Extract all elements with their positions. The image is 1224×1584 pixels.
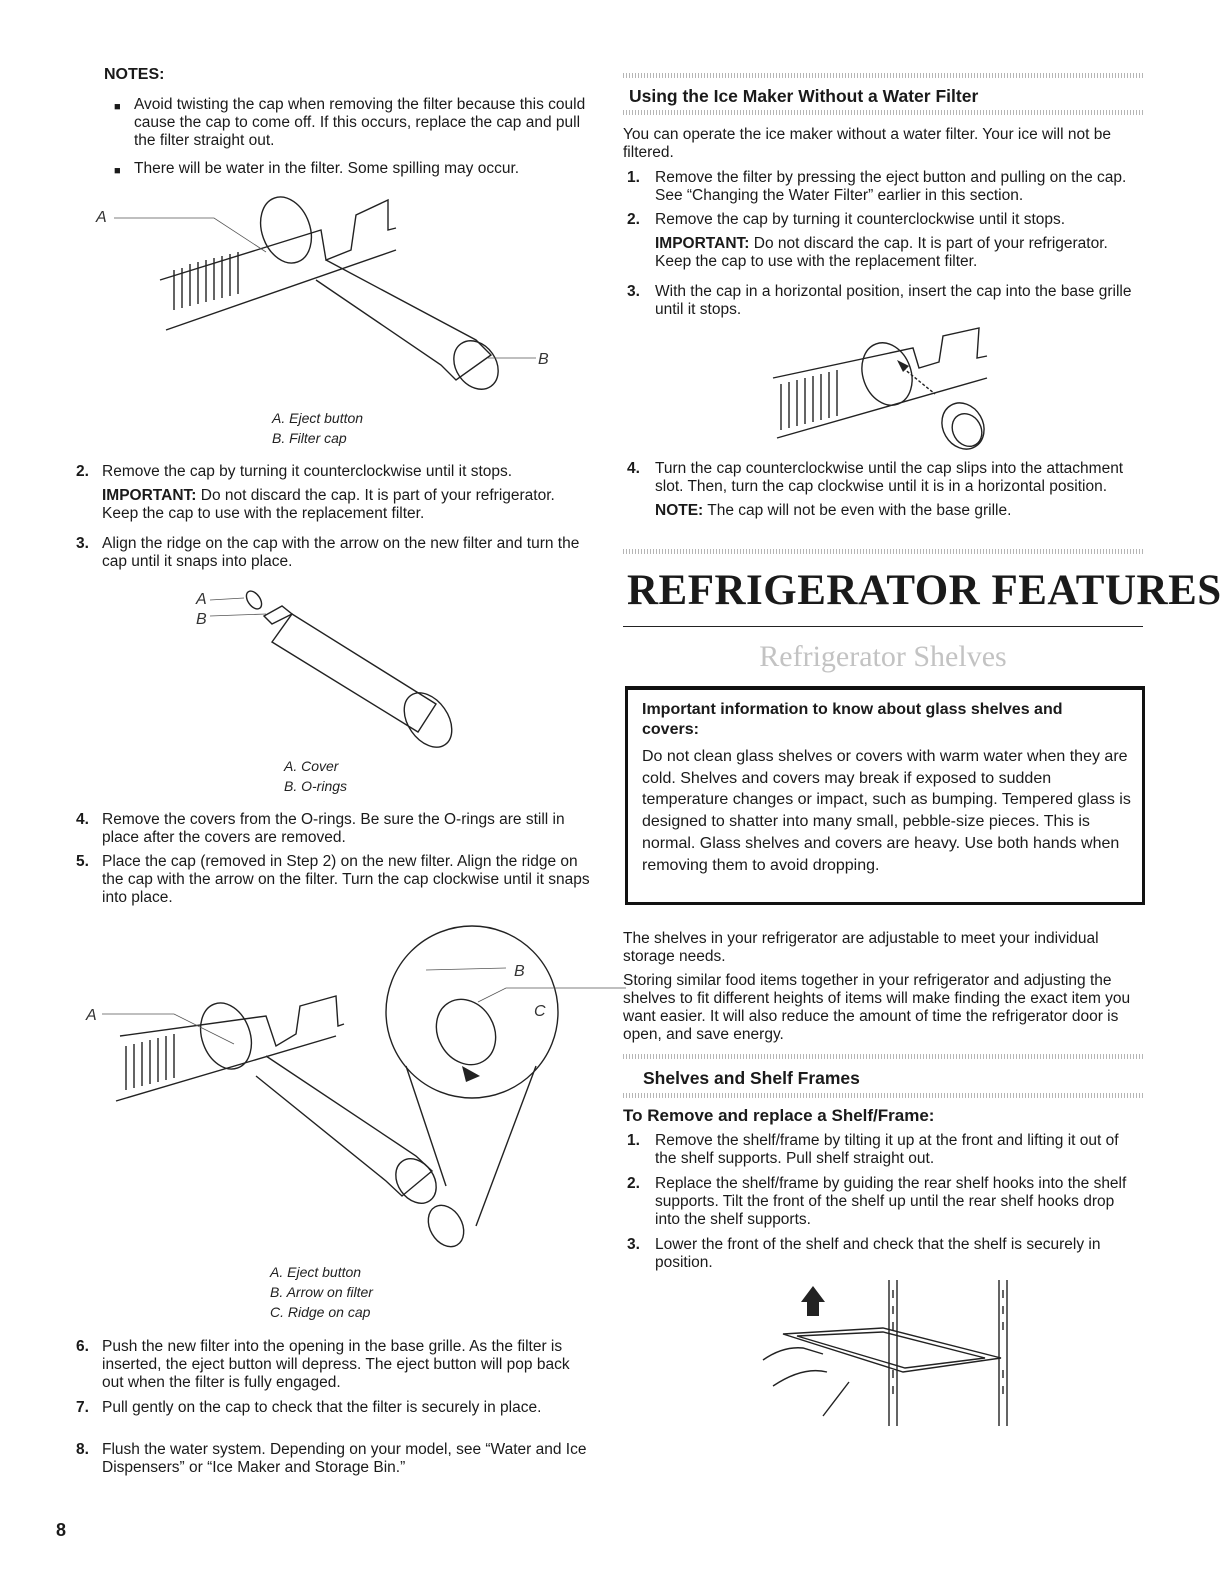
- section-divider: [623, 110, 1143, 115]
- section-heading: Shelves and Shelf Frames: [643, 1068, 860, 1088]
- important-note: [102, 487, 592, 523]
- paragraph: The shelves in your refrigerator are adjustable to meet your individual storage needs.: [623, 930, 1099, 965]
- notes-heading: NOTES:: [104, 66, 165, 83]
- step-text: Align the ridge on the cap with the arrow on the new filter and turn the cap until it snaps into place.: [102, 535, 580, 570]
- callout-b-label: B: [538, 351, 549, 368]
- section-divider: [623, 549, 1143, 554]
- cap-insert-illustration: [763, 328, 1003, 458]
- section-divider: [623, 73, 1143, 78]
- procedure-heading: To Remove and replace a Shelf/Frame:: [623, 1106, 935, 1125]
- important-note: [655, 235, 1143, 271]
- shelf-removal-illustration: [763, 1276, 1023, 1426]
- step-number: 3.: [627, 1236, 640, 1253]
- step-text: [102, 463, 592, 523]
- step-number: 3.: [76, 535, 89, 552]
- warning-body: Do not clean glass shelves or covers with warm water when they are cold. Shelves and covers may break if exposed to sudden temperature changes or impact, such as bumping. Tempered glass is designed to shatter into many small, pebble-size pieces. This is normal. Glass shelves and covers are heavy. Use both hands when removing them to avoid dropping.: [642, 748, 1131, 874]
- section-divider: [623, 1054, 1143, 1059]
- warning-box: [625, 686, 1145, 905]
- step-text: Flush the water system. Depending on your model, see “Water and Ice Dispensers” or “Ice Maker and Storage Bin.”: [102, 1441, 587, 1476]
- callout-a-label: A: [86, 1007, 97, 1024]
- callout-b-label: B: [514, 963, 525, 980]
- step-text: [655, 211, 1143, 271]
- step-text: Place the cap (removed in Step 2) on the new filter. Align the ridge on the cap with the arrow on the filter. Turn the cap clockwise until it snaps into place.: [102, 853, 590, 906]
- new-filter-illustration: [196, 584, 476, 764]
- caption-line: C. Ridge on cap: [270, 1304, 371, 1320]
- step-text: Remove the filter by pressing the eject button and pulling on the cap. See “Changing the Water Filter” earlier in this section.: [655, 169, 1127, 204]
- note-item: [114, 160, 604, 178]
- note-line: [655, 502, 1143, 520]
- step-text-line: Turn the cap counterclockwise until the cap slips into the attachment slot. Then, turn the cap clockwise until it is in a horizontal position.: [655, 460, 1124, 495]
- note-item: [114, 96, 604, 150]
- step-number: 1.: [627, 169, 640, 186]
- step-number: 8.: [76, 1441, 89, 1458]
- caption-line: A. Eject button: [272, 410, 364, 426]
- step-text: Remove the shelf/frame by tilting it up at the front and lifting it out of the shelf supports. Pull shelf straight out.: [655, 1132, 1119, 1167]
- step-text: Remove the covers from the O-rings. Be sure the O-rings are still in place after the covers are removed.: [102, 811, 565, 846]
- figure-caption: [272, 408, 363, 448]
- step-text: [655, 460, 1143, 520]
- main-title: REFRIGERATOR FEATURES: [627, 567, 1222, 614]
- important-label: IMPORTANT:: [102, 487, 197, 504]
- section-heading: Using the Ice Maker Without a Water Filter: [629, 86, 979, 106]
- step-number: 7.: [76, 1399, 89, 1416]
- step-number: 2.: [627, 1175, 640, 1192]
- step-text: Pull gently on the cap to check that the filter is securely in place.: [102, 1399, 542, 1416]
- callout-a-label: A: [96, 209, 107, 226]
- step-number: 2.: [76, 463, 89, 480]
- filter-eject-illustration: [96, 190, 576, 400]
- callout-c-label: C: [534, 1003, 546, 1020]
- paragraph: Storing similar food items together in your refrigerator and adjusting the shelves to fit different heights of items will make finding the exact item you want easier. It will also reduce the amount of time the refrigerator door is open, and save energy.: [623, 972, 1131, 1043]
- step-number: 3.: [627, 283, 640, 300]
- important-text: Do not discard the cap. It is part of your refrigerator. Keep the cap to use with the replacement filter.: [655, 235, 1108, 270]
- figure-caption: [270, 1262, 373, 1322]
- step-text: Lower the front of the shelf and check that the shelf is securely in position.: [655, 1236, 1101, 1271]
- caption-line: A. Cover: [284, 758, 339, 774]
- section-divider: [623, 1093, 1143, 1098]
- caption-line: B. Filter cap: [272, 430, 347, 446]
- step-text: Push the new filter into the opening in the base grille. As the filter is inserted, the eject button will depress. The eject button will pop back out when the filter is fully engaged.: [102, 1338, 570, 1391]
- callout-b-label: B: [196, 611, 207, 628]
- step-text-line: Remove the cap by turning it counterclockwise until it stops.: [655, 211, 1066, 228]
- step-text: With the cap in a horizontal position, insert the cap into the base grille until it stops.: [655, 283, 1132, 318]
- important-text: Do not discard the cap. It is part of your refrigerator. Keep the cap to use with the replacement filter.: [102, 487, 555, 522]
- step-number: 2.: [627, 211, 640, 228]
- note-text: The cap will not be even with the base grille.: [703, 502, 1012, 519]
- warning-heading: Important information to know about glass shelves and covers:: [642, 701, 1063, 738]
- step-number: 1.: [627, 1132, 640, 1149]
- step-text-line: Remove the cap by turning it counterclockwise until it stops.: [102, 463, 513, 480]
- bullet-icon: ■: [114, 101, 121, 113]
- note-text: There will be water in the filter. Some spilling may occur.: [134, 160, 520, 177]
- page-number: 8: [56, 1520, 67, 1540]
- intro-text: You can operate the ice maker without a water filter. Your ice will not be filtered.: [623, 126, 1111, 161]
- filter-install-illustration: [86, 926, 576, 1261]
- callout-a-label: A: [196, 591, 207, 608]
- title-rule: [623, 626, 1143, 627]
- step-number: 6.: [76, 1338, 89, 1355]
- up-arrow-icon: [801, 1286, 825, 1316]
- note-label: NOTE:: [655, 502, 704, 519]
- step-number: 4.: [76, 811, 89, 828]
- caption-line: B. O-rings: [284, 778, 348, 794]
- figure-caption: [284, 756, 347, 796]
- note-text: Avoid twisting the cap when removing the filter because this could cause the cap to come off. If this occurs, replace the cap and pull the filter straight out.: [134, 96, 586, 149]
- caption-line: B. Arrow on filter: [270, 1284, 373, 1300]
- important-label: IMPORTANT:: [655, 235, 750, 252]
- step-number: 4.: [627, 460, 640, 477]
- sub-title: Refrigerator Shelves: [759, 640, 1007, 673]
- caption-line: A. Eject button: [270, 1264, 362, 1280]
- step-text: Replace the shelf/frame by guiding the rear shelf hooks into the shelf supports. Tilt the front of the shelf up until the rear shelf hooks drop into the shelf supports.: [655, 1175, 1127, 1228]
- bullet-icon: ■: [114, 165, 121, 177]
- step-number: 5.: [76, 853, 89, 870]
